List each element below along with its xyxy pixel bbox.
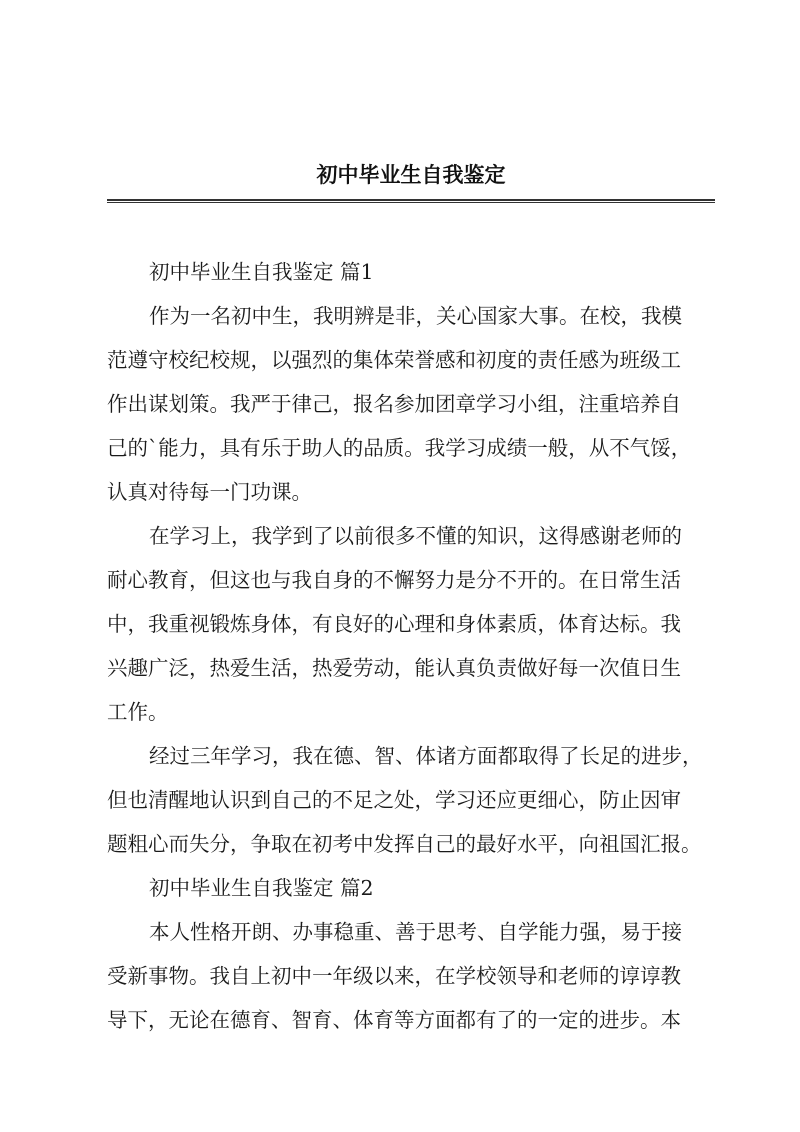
text-line: 导下，无论在德育、智育、体育等方面都有了的一定的进步。本 <box>107 1008 681 1032</box>
text-line: 兴趣广泛，热爱生活，热爱劳动，能认真负责做好每一次值日生 <box>107 656 681 680</box>
text-line: 范遵守校纪校规，以强烈的集体荣誉感和初度的责任感为班级工 <box>107 348 681 372</box>
document-title: 初中毕业生自我鉴定 <box>316 162 506 187</box>
text-line: 作为一名初中生，我明辨是非，关心国家大事。在校，我模 <box>149 304 682 328</box>
text-line: 耐心教育，但这也与我自身的不懈努力是分不开的。在日常生活 <box>107 568 681 592</box>
text-line: 作出谋划策。我严于律己，报名参加团章学习小组，注重培养自 <box>107 392 681 416</box>
text-line: 初中毕业生自我鉴定 篇1 <box>149 260 374 284</box>
text-line: 己的`能力，具有乐于助人的品质。我学习成绩一般，从不气馁， <box>107 436 692 460</box>
text-line: 在学习上，我学到了以前很多不懂的知识，这得感谢老师的 <box>149 524 682 548</box>
text-line: 认真对待每一门功课。 <box>107 480 312 504</box>
text-line: 本人性格开朗、办事稳重、善于思考、自学能力强，易于接 <box>149 920 682 944</box>
text-line: 中，我重视锻炼身体，有良好的心理和身体素质，体育达标。我 <box>107 612 681 636</box>
text-line: 受新事物。我自上初中一年级以来，在学校领导和老师的谆谆教 <box>107 964 681 988</box>
text-line: 经过三年学习，我在德、智、体诸方面都取得了长足的进步， <box>149 744 703 768</box>
text-line: 工作。 <box>107 700 169 724</box>
text-line: 题粗心而失分，争取在初考中发挥自己的最好水平，向祖国汇报。 <box>107 832 702 856</box>
title-double-rule <box>107 199 715 203</box>
text-line: 但也清醒地认识到自己的不足之处，学习还应更细心，防止因审 <box>107 788 681 812</box>
document-body <box>107 250 719 1042</box>
text-line: 初中毕业生自我鉴定 篇2 <box>149 876 374 900</box>
